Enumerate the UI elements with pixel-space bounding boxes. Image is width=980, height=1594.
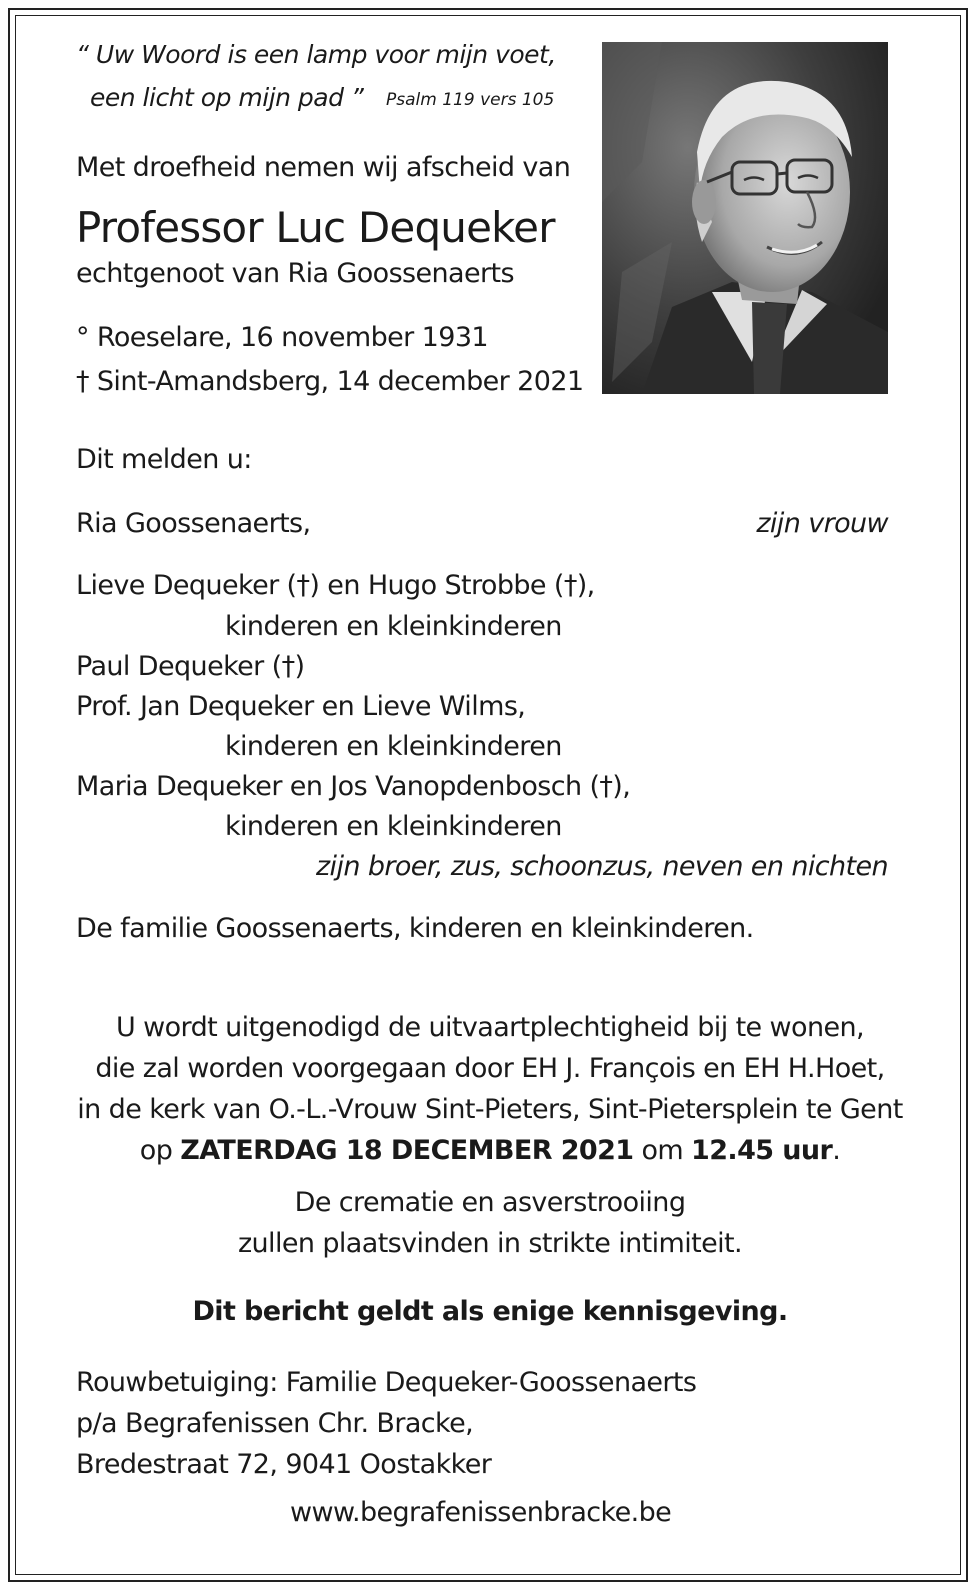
ceremony-time: 12.45 uur: [691, 1135, 833, 1166]
intro-text: Met droefheid nemen wij afscheid van: [76, 152, 571, 183]
family-line-5: kinderen en kleinkinderen: [225, 731, 562, 762]
family-relation: zijn broer, zus, schoonzus, neven en nichten: [315, 851, 888, 882]
announce-intro: Dit melden u:: [76, 444, 252, 475]
family-line-4: Prof. Jan Dequeker en Lieve Wilms,: [76, 691, 526, 722]
spouse-line: echtgenoot van Ria Goossenaerts: [76, 258, 514, 289]
family-line-3: Paul Dequeker (†): [76, 651, 305, 682]
condolences-line-3: Bredestraat 72, 9041 Oostakker: [76, 1449, 492, 1480]
ceremony-datetime: [20, 1135, 960, 1166]
wife-name: Ria Goossenaerts,: [76, 508, 311, 539]
ceremony-at: om: [641, 1135, 684, 1166]
death-line: † Sint-Amandsberg, 14 december 2021: [76, 366, 584, 397]
family-line-1: Lieve Dequeker (†) en Hugo Strobbe (†),: [76, 570, 595, 601]
ceremony-on: op: [139, 1135, 173, 1166]
website-link[interactable]: www.begrafenissenbracke.be: [290, 1497, 672, 1528]
birth-line: ° Roeselare, 16 november 1931: [76, 322, 488, 353]
quote-line-1: “ Uw Woord is een lamp voor mijn voet,: [76, 40, 556, 69]
ceremony-line-2: die zal worden voorgegaan door EH J. François en EH H.Hoet,: [95, 1053, 885, 1084]
ceremony-period: .: [832, 1135, 841, 1166]
ceremony-date: ZATERDAG 18 DECEMBER 2021: [180, 1135, 634, 1166]
cremation-line-1: De crematie en asverstrooiing: [294, 1187, 686, 1218]
quote-reference: Psalm 119 vers 105: [386, 90, 555, 110]
wife-relation: zijn vrouw: [756, 508, 888, 539]
cremation-line-2: zullen plaatsvinden in strikte intimiteit.: [237, 1228, 743, 1259]
deceased-name: Professor Luc Dequeker: [76, 203, 555, 252]
family-line-7: kinderen en kleinkinderen: [225, 811, 562, 842]
portrait-photo: [602, 42, 888, 394]
family-line-2: kinderen en kleinkinderen: [225, 611, 562, 642]
ceremony-line-1: U wordt uitgenodigd de uitvaartplechtigheid bij te wonen,: [116, 1012, 864, 1043]
condolences-line-1: Rouwbetuiging: Familie Dequeker-Goossenaerts: [76, 1367, 697, 1398]
condolences-line-2: p/a Begrafenissen Chr. Bracke,: [76, 1408, 474, 1439]
notice-text: Dit bericht geldt als enige kennisgeving.: [192, 1296, 788, 1327]
goossenaerts-family: De familie Goossenaerts, kinderen en kleinkinderen.: [76, 913, 754, 944]
ceremony-line-3: in de kerk van O.-L.-Vrouw Sint-Pieters, Sint-Pietersplein te Gent: [77, 1094, 903, 1125]
quote-line-2: een licht op mijn pad ”: [90, 83, 364, 112]
family-line-6: Maria Dequeker en Jos Vanopdenbosch (†),: [76, 771, 631, 802]
